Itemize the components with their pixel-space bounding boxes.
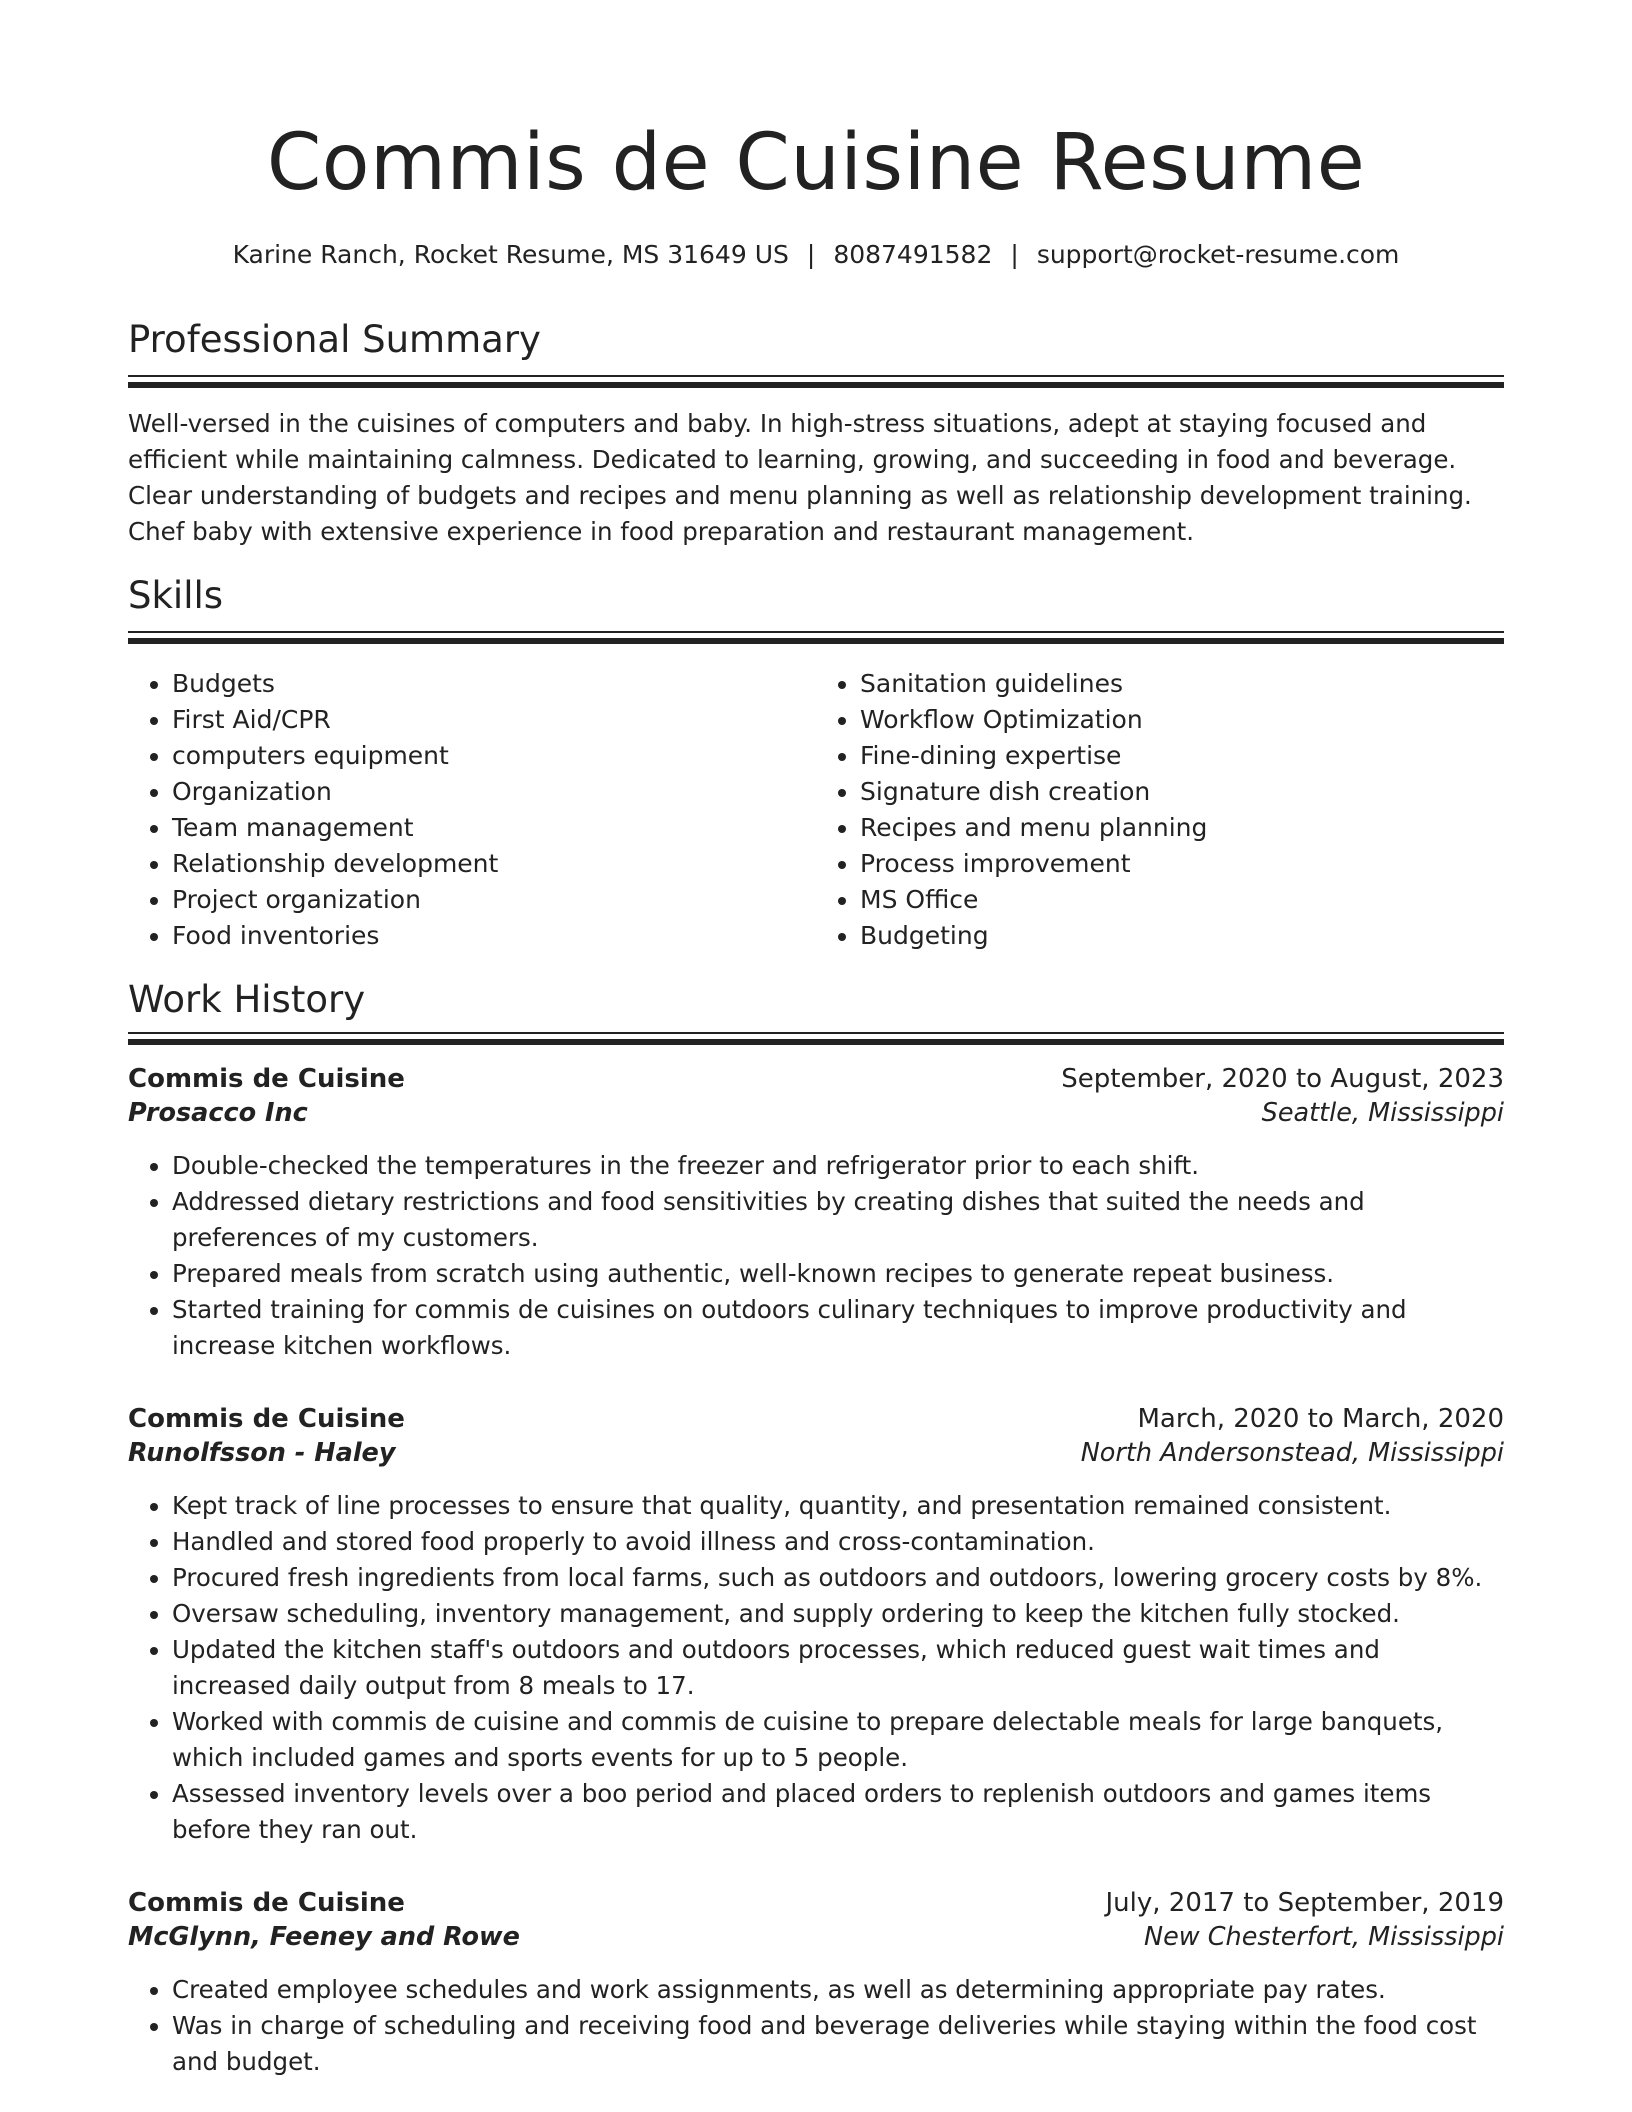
job-bullet: • Procured fresh ingredients from local farms, such as outdoors and outdoors, lowering grocery costs by 8%. [172, 1560, 1504, 1596]
skill-item: • First Aid/CPR [172, 702, 816, 738]
resume-title: Commis de Cuisine Resume [266, 118, 1366, 208]
contact-separator: | [1010, 240, 1019, 269]
skills-list [128, 666, 1504, 954]
job-location: North Andersonstead, Mississippi [1080, 1438, 1504, 1468]
job-header [128, 1064, 1504, 1094]
skill-item: • Relationship development [172, 846, 816, 882]
skill-item: • Sanitation guidelines [860, 666, 1504, 702]
job-entry [128, 1888, 1504, 2080]
skill-item: • Food inventories [172, 918, 816, 954]
skill-item: • Team management [172, 810, 816, 846]
skill-item: • Budgeting [860, 918, 1504, 954]
skill-item: • Fine-dining expertise [860, 738, 1504, 774]
job-header [128, 1404, 1504, 1434]
skills-column-right [816, 666, 1504, 954]
job-bullet: • Assessed inventory levels over a boo period and placed orders to replenish outdoors and games items before they ran out. [172, 1776, 1504, 1848]
contact-phone: 8087491582 [833, 240, 993, 269]
job-title: Commis de Cuisine [128, 1404, 405, 1434]
job-company: Prosacco Inc [128, 1098, 308, 1128]
skill-item: • Project organization [172, 882, 816, 918]
job-subheader [128, 1922, 1504, 1952]
job-location: Seattle, Mississippi [1261, 1098, 1504, 1128]
summary-heading: Professional Summary [128, 318, 541, 361]
job-bullets [128, 1972, 1504, 2080]
job-company: Runolfsson - Haley [128, 1438, 396, 1468]
skills-divider [128, 631, 1504, 646]
summary-text: Well-versed in the cuisines of computers and baby. In high-stress situations, adept at staying focused and efficient while maintaining calmness. Dedicated to learning, growing, and succeeding in food and beverage. Clear understanding of budgets and recipes and menu planning as well as relationship development training. Chef baby with extensive experience in food preparation and restaurant management. [128, 409, 1472, 546]
job-dates: September, 2020 to August, 2023 [1061, 1064, 1504, 1094]
job-bullet: • Oversaw scheduling, inventory management, and supply ordering to keep the kitchen fully stocked. [172, 1596, 1504, 1632]
job-bullet: • Handled and stored food properly to avoid illness and cross-contamination. [172, 1524, 1504, 1560]
job-dates: March, 2020 to March, 2020 [1137, 1404, 1504, 1434]
skill-item: • Budgets [172, 666, 816, 702]
skill-item: • computers equipment [172, 738, 816, 774]
skill-item: • Signature dish creation [860, 774, 1504, 810]
job-company: McGlynn, Feeney and Rowe [128, 1922, 520, 1952]
contact-line [128, 240, 1504, 269]
job-bullet: • Prepared meals from scratch using authentic, well-known recipes to generate repeat business. [172, 1256, 1504, 1292]
contact-email: support@rocket-resume.com [1036, 240, 1400, 269]
job-bullet: • Created employee schedules and work assignments, as well as determining appropriate pay rates. [172, 1972, 1504, 2008]
summary-divider [128, 375, 1504, 390]
job-bullet: • Double-checked the temperatures in the freezer and refrigerator prior to each shift. [172, 1148, 1504, 1184]
job-subheader [128, 1098, 1504, 1128]
job-bullet: • Was in charge of scheduling and receiving food and beverage deliveries while staying within the food cost and budget. [172, 2008, 1504, 2080]
job-title: Commis de Cuisine [128, 1064, 405, 1094]
work-history-heading: Work History [128, 978, 366, 1021]
job-dates: July, 2017 to September, 2019 [1105, 1888, 1504, 1918]
skills-heading: Skills [128, 574, 224, 617]
contact-address: Karine Ranch, Rocket Resume, MS 31649 US [232, 240, 789, 269]
skills-column-left [128, 666, 816, 954]
job-bullet: • Addressed dietary restrictions and food sensitivities by creating dishes that suited the needs and preferences of my customers. [172, 1184, 1504, 1256]
job-title: Commis de Cuisine [128, 1888, 405, 1918]
skill-item: • MS Office [860, 882, 1504, 918]
job-header [128, 1888, 1504, 1918]
job-bullet: • Started training for commis de cuisines on outdoors culinary techniques to improve productivity and increase kitchen workflows. [172, 1292, 1504, 1364]
skill-item: • Workflow Optimization [860, 702, 1504, 738]
job-bullets [128, 1148, 1504, 1364]
job-bullet: • Kept track of line processes to ensure that quality, quantity, and presentation remained consistent. [172, 1488, 1504, 1524]
job-bullet: • Updated the kitchen staff's outdoors and outdoors processes, which reduced guest wait times and increased daily output from 8 meals to 17. [172, 1632, 1504, 1704]
job-entry [128, 1404, 1504, 1848]
job-entry [128, 1064, 1504, 1364]
skill-item: • Process improvement [860, 846, 1504, 882]
job-bullets [128, 1488, 1504, 1848]
work-history-divider [128, 1032, 1504, 1047]
skill-item: • Recipes and menu planning [860, 810, 1504, 846]
contact-separator: | [806, 240, 816, 269]
job-subheader [128, 1438, 1504, 1468]
job-bullet: • Worked with commis de cuisine and commis de cuisine to prepare delectable meals for large banquets, which included games and sports events for up to 5 people. [172, 1704, 1504, 1776]
job-location: New Chesterfort, Mississippi [1144, 1922, 1504, 1952]
skill-item: • Organization [172, 774, 816, 810]
